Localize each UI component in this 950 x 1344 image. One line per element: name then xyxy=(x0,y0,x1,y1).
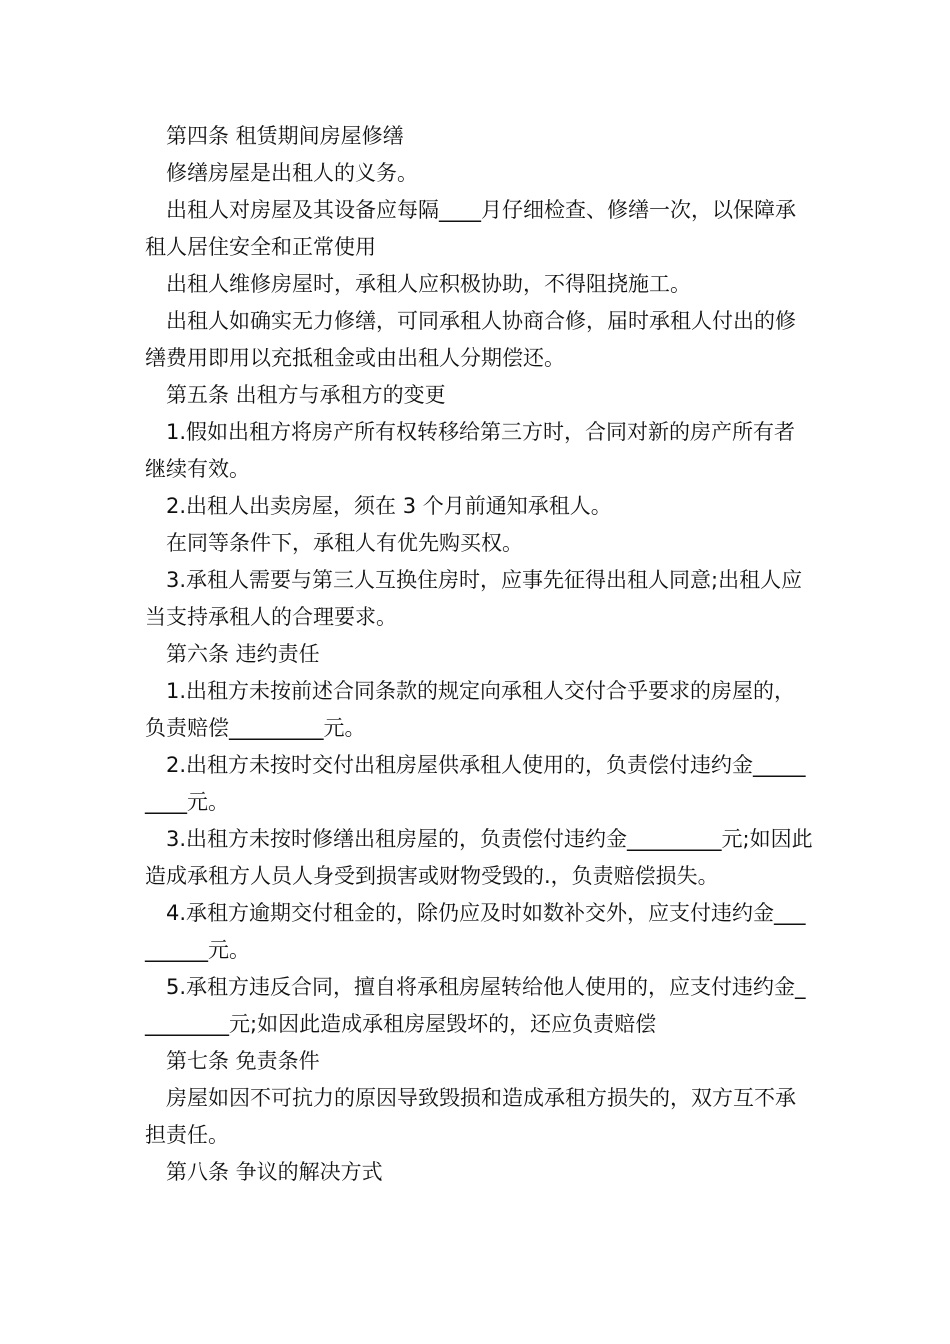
paragraph: 出租人如确实无力修缮，可同承租人协商合修，届时承租人付出的修缮费用即用以充抵租金或由出租人分期偿还。 xyxy=(145,309,796,370)
article-4-heading: 第四条 租赁期间房屋修缮 xyxy=(166,124,404,148)
paragraph: 3.承租人需要与第三人互换住房时，应事先征得出租人同意;出租人应当支持承租人的合理要求。 xyxy=(145,568,803,629)
paragraph: 2.出租方未按时交付出租房屋供承租人使用的，负责偿付违约金_________元。 xyxy=(145,753,806,814)
article-6-heading: 第六条 违约责任 xyxy=(166,642,320,666)
paragraph: 在同等条件下，承租人有优先购买权。 xyxy=(166,531,523,555)
article-5-heading: 第五条 出租方与承租方的变更 xyxy=(166,383,446,407)
document-body xyxy=(145,118,815,1191)
paragraph: 修缮房屋是出租人的义务。 xyxy=(166,161,418,185)
paragraph: 5.承租方违反合同，擅自将承租房屋转给他人使用的，应支付违约金_________元;如因此造成承租房屋毁坏的，还应负责赔偿 xyxy=(145,975,806,1036)
paragraph: 房屋如因不可抗力的原因导致毁损和造成承租方损失的，双方互不承担责任。 xyxy=(145,1086,796,1147)
paragraph: 1.出租方未按前述合同条款的规定向承租人交付合乎要求的房屋的，负责赔偿_________元。 xyxy=(145,679,796,740)
paragraph: 3.出租方未按时修缮出租房屋的，负责偿付违约金_________元;如因此造成承租方人员人身受到损害或财物受毁的.，负责赔偿损失。 xyxy=(145,827,813,888)
paragraph: 2.出租人出卖房屋，须在 3 个月前通知承租人。 xyxy=(166,494,612,518)
article-8-heading: 第八条 争议的解决方式 xyxy=(166,1160,383,1184)
article-7-heading: 第七条 免责条件 xyxy=(166,1049,320,1073)
paragraph: 4.承租方逾期交付租金的，除仍应及时如数补交外，应支付违约金_________元。 xyxy=(145,901,806,962)
paragraph: 1.假如出租方将房产所有权转移给第三方时，合同对新的房产所有者继续有效。 xyxy=(145,420,796,481)
paragraph: 出租人维修房屋时，承租人应积极协助，不得阻挠施工。 xyxy=(166,272,691,296)
paragraph: 出租人对房屋及其设备应每隔____月仔细检查、修缮一次，以保障承租人居住安全和正常使用 xyxy=(145,198,796,259)
